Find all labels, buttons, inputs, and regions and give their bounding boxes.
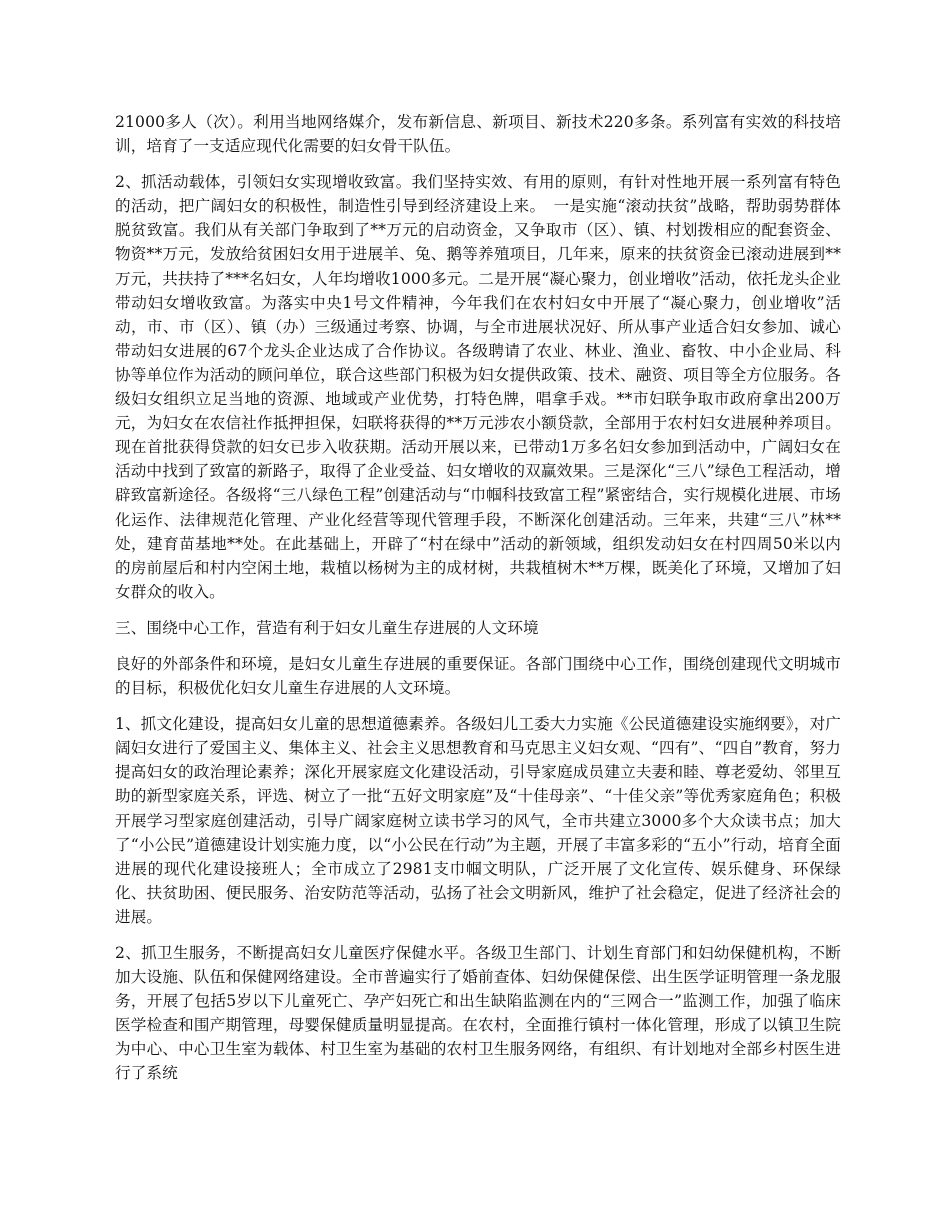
paragraph-health-service: 2、抓卫生服务，不断提高妇女儿童医疗保健水平。各级卫生部门、计划生育部门和妇幼保健机构，不断加大设施、队伍和保健网络建设。全市普遍实行了婚前查体、妇幼保健保偿、出生医学证明管理一条龙服务，开展了包括5岁以下儿童死亡、孕产妇死亡和出生缺陷监测在内的“三网合一”监测工作，加强了临床医学检查和围产期管理，母婴保健质量明显提高。在农村，全面推行镇村一体化管理，形成了以镇卫生院为中心、中心卫生室为载体、村卫生室为基础的农村卫生服务网络，有组织、有计划地对全部乡村医生进行了系统 [115,944,841,1083]
document-body [115,110,841,1098]
paragraph-training-summary: 21000多人（次）。利用当地网络媒介，发布新信息、新项目、新技术220多条。系列富有实效的科技培训，培育了一支适应现代化需要的妇女骨干队伍。 [115,113,841,156]
paragraph-activity-carrier: 2、抓活动载体，引领妇女实现增收致富。我们坚持实效、有用的原则，有针对性地开展一系列富有特色的活动，把广阔妇女的积极性，制造性引导到经济建设上来。 一是实施“滚动扶贫”战略，帮助弱势群体脱贫致富。我们从有关部门争取到了**万元的启动资金，又争取市（区）、镇、村划拨相应的配套资金、物资**万元，发放给贫困妇女用于进展羊、兔、鹅等养殖项目，几年来，原来的扶贫资金已滚动进展到**万元，共扶持了***名妇女，人年均增收1000多元。二是开展“凝心聚力，创业增收”活动，依托龙头企业带动妇女增收致富。为落实中央1号文件精神，今年我们在农村妇女中开展了“凝心聚力，创业增收”活动，市、市（区）、镇（办）三级通过考察、协调，与全市进展状况好、所从事产业适合妇女参加、诚心带动妇女进展的67个龙头企业达成了合作协议。各级聘请了农业、林业、渔业、畜牧、中小企业局、科协等单位作为活动的顾问单位，联合这些部门积极为妇女提供政策、技术、融资、项目等全方位服务。各级妇女组织立足当地的资源、地域或产业优势，打特色牌，唱拿手戏。**市妇联争取市政府拿出200万元，为妇女在农信社作抵押担保，妇联将获得的**万元涉农小额贷款，全部用于农村妇女进展种养项目。现在首批获得贷款的妇女已步入收获期。活动开展以来，已带动1万多名妇女参加到活动中，广阔妇女在活动中找到了致富的新路子，取得了企业受益、妇女增收的双赢效果。三是深化“三八”绿色工程活动，增辟致富新途径。各级将“三八绿色工程”创建活动与“巾帼科技致富工程”紧密结合，实行规模化进展、市场化运作、法律规范化管理、产业化经营等现代管理手段，不断深化创建活动。三年来，共建“三八”林**处，建育苗基地**处。在此基础上，开辟了“村在绿中”活动的新领域，组织发动妇女在村四周50米以内的房前屋后和村内空闲土地，栽植以杨树为主的成材树，共栽植树木**万棵，既美化了环境，又增加了妇女群众的收入。 [115,173,841,601]
section-heading-humanistic-environment: 三、围绕中心工作，营造有利于妇女儿童生存进展的人文环境 [115,618,539,637]
paragraph-environment-intro: 良好的外部条件和环境，是妇女儿童生存进展的重要保证。各部门围绕中心工作，围绕创建现代文明城市的目标，积极优化妇女儿童生存进展的人文环境。 [115,654,841,698]
paragraph-cultural-construction: 1、抓文化建设，提高妇女儿童的思想道德素养。各级妇儿工委大力实施《公民道德建设实施纲要》，对广阔妇女进行了爱国主义、集体主义、社会主义思想教育和马克思主义妇女观、“四有”、“四自”教育，努力提高妇女的政治理论素养；深化开展家庭文化建设活动，引导家庭成员建立夫妻和睦、尊老爱幼、邻里互助的新型家庭关系，评选、树立了一批“五好文明家庭”及“十佳母亲”、“十佳父亲”等优秀家庭角色；积极开展学习型家庭创建活动，引导广阔家庭树立读书学习的风气，全市共建立3000多个大众读书点；加大了“小公民”道德建设计划实施力度，以“小公民在行动”为主题，开展了丰富多彩的“五小”行动，培育全面进展的现代化建设接班人；全市成立了2981支巾帼文明队，广泛开展了文化宣传、娱乐健身、环保绿化、扶贫助困、便民服务、治安防范等活动，弘扬了社会文明新风，维护了社会稳定，促进了经济社会的进展。 [115,715,841,926]
